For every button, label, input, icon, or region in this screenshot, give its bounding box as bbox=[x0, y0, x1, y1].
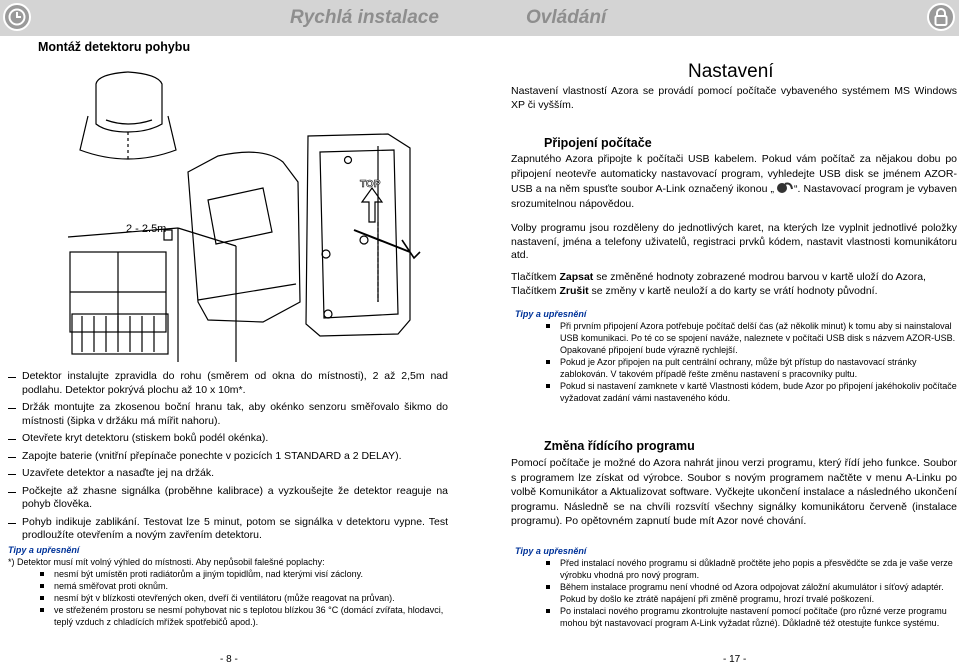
list-item: Uzavřete detektor a nasaďte jej na držák. bbox=[8, 467, 448, 481]
page-title: Nastavení bbox=[688, 61, 774, 82]
change-heading: Změna řídícího programu bbox=[544, 439, 695, 453]
list-item: Po instalaci nového programu zkontrolujte nastavení pomocí počítače (pro různé verze programu mohou být nastavovací program A-Link vyžadat různé). Důkladně též otestujte funkce systému. bbox=[544, 605, 958, 629]
right-tips2-heading: Tipy a upřesnění bbox=[515, 546, 587, 556]
list-item: Pohyb indikuje zablikání. Testovat lze 5 minut, potom se signálka v detektoru vypne. Test prodloužíte otevřením a novým zavřením detektoru. bbox=[8, 516, 448, 543]
left-section-title: Montáž detektoru pohybu bbox=[38, 40, 191, 54]
arrow-up-icon bbox=[362, 188, 382, 222]
lock-icon bbox=[929, 5, 953, 29]
list-item: Detektor instalujte zpravidla do rohu (směrem od okna do místnosti), 2 až 2,5m nad podlahu. Detektor pokrývá plochu až 10 x 10m*. bbox=[8, 370, 448, 397]
list-item: Zapojte baterie (vnitřní přepínače ponechte v pozicích 1 STANDARD a 2 DELAY). bbox=[8, 450, 448, 464]
list-item: Počkejte až zhasne signálka (proběhne kalibrace) a vyzkoušejte že detektor reaguje na pohyb člověka. bbox=[8, 485, 448, 512]
list-item: Pokud si nastavení zamknete v kartě Vlastnosti kódem, bude Azor po připojení jakéhokoliv počítače vyžadovat zadání vámi nastaveného kódu. bbox=[544, 380, 958, 404]
header-bar bbox=[0, 0, 959, 36]
left-tips-list bbox=[38, 568, 446, 628]
install-steps bbox=[8, 370, 448, 547]
mounting-illustration bbox=[58, 62, 498, 362]
top-label: TOP bbox=[360, 179, 381, 190]
clock-icon bbox=[5, 5, 29, 29]
list-item: nesmí být v blízkosti otevřených oken, dveří či ventilátoru (může reagovat na průvan). bbox=[38, 592, 446, 604]
left-page-number: - 8 - bbox=[220, 654, 238, 665]
connect-heading: Připojení počítače bbox=[544, 136, 652, 150]
list-item: Otevřete kryt detektoru (stiskem boků podél okénka). bbox=[8, 432, 448, 446]
list-item: Během instalace programu není vhodné od Azora odpojovat záložní akumulátor i síťový adaptér. Pokud by došlo ke ztrátě napájení při změně programu, hrozí trvalé poškození. bbox=[544, 581, 958, 605]
height-label: 2 - 2.5m bbox=[126, 223, 167, 235]
a-link-icon bbox=[774, 181, 794, 194]
left-tips-heading: Tipy a upřesnění bbox=[8, 545, 80, 555]
list-item: nesmí být umístěn proti radiátorům a jiným topidlům, nad kterými visí záclony. bbox=[38, 568, 446, 580]
settings-button[interactable] bbox=[927, 3, 955, 31]
right-tips-list bbox=[544, 320, 958, 404]
list-item: Při prvním připojení Azora potřebuje počítač delší čas (až několik minut) k tomu aby si nainstaloval USB komunikaci. Po té co se spojení naváže, naleznete v počítači USB disk s názvem AZOR-USB. Opakované připojení bude výrazně rychlejší. bbox=[544, 320, 958, 356]
detector-body bbox=[188, 152, 300, 322]
intro-text: Nastavení vlastností Azora se provádí pomocí počítače vybaveného systémem MS Windows XP či vyšším. bbox=[511, 85, 957, 111]
right-page-number: - 17 - bbox=[723, 654, 747, 665]
header-right-title: Ovládání bbox=[526, 7, 607, 28]
back-button[interactable] bbox=[3, 3, 31, 31]
list-item: Pokud je Azor připojen na pult centrální ochrany, může být přístup do nastavovací stránky zablokován. V takovém případě řešte změnu nastavení s pracovníky pultu. bbox=[544, 356, 958, 380]
detector-window bbox=[208, 188, 272, 244]
header-left-title: Rychlá instalace bbox=[290, 7, 439, 28]
right-tips2-list bbox=[544, 557, 958, 629]
list-item: nemá směřovat proti oknům. bbox=[38, 580, 446, 592]
detector-top bbox=[96, 72, 162, 132]
left-footnote: *) Detektor musí mít volný výhled do místnosti. Aby nepůsobil falešné poplachy: bbox=[8, 557, 325, 567]
change-text: Pomocí počítače je možné do Azora nahrát jinou verzi programu, který řídí jeho funkce. Soubor s programem lze získat od výrobce. Soubor s novým programem načtěte v menu A-Linku po volbě Komunikátor a Aktualizovat software. Vyčkejte ukončení instalace a následného ukončení programu. Následně se na chvíli rozsvítí všechny signálky komunikátoru červeně (instalace programu). Po opětovném zapnutí bude mít Azor nové chování. bbox=[511, 457, 957, 527]
list-item: Držák montujte za zkosenou boční hranu tak, aby okénko senzoru směřovalo šikmo do místnosti (šipka v držáku má mířit nahoru). bbox=[8, 401, 448, 428]
right-tips-heading: Tipy a upřesnění bbox=[515, 309, 587, 319]
connect-text: Zapnutého Azora připojte k počítači USB kabelem. Pokud vám počítač za nějakou dobu po připojení neotevře automaticky nastavovací program, vyhledejte USB disk se jménem AZOR-USB a na něm spusťte soubor A-Link označený ikonou „ “. Nastavovací program je vybaven srozumitelnou nápovědou. bbox=[511, 153, 957, 210]
list-item: ve střeženém prostoru se nesmí pohybovat nic s teplotou blízkou 36 °C (domácí zvířata, hlodavci, teplý vzduch z chladících mřížek spotřebičů apod.). bbox=[38, 604, 446, 628]
list-item: Před instalací nového programu si důkladně pročtěte jeho popis a přesvědčte se zda je vaše verze výrobku vhodná pro nový program. bbox=[544, 557, 958, 581]
program-text: Volby programu jsou rozděleny do jednotlivých karet, na kterých lze vyplnit jednotlivé položky nastavení, jména a telefony uživatelů, registraci prvků kódem, nastavit vlastnosti komunikátoru atd. bbox=[511, 222, 957, 261]
buttons-text: Tlačítkem Zapsat se změněné hodnoty zobrazené modrou barvou v kartě uloží do Azora, Tlačítkem Zrušit se změny v kartě neuloží a do karty se vrátí hodnoty původní. bbox=[511, 271, 926, 297]
